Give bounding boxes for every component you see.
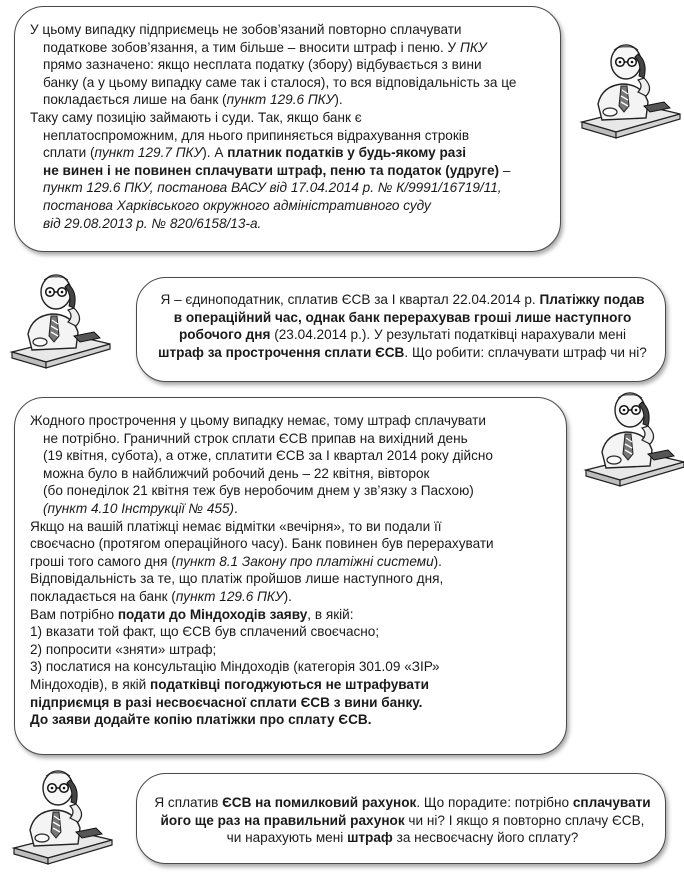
text-line: Міндоходів), в якій податківці погоджуються не штрафувати bbox=[30, 676, 430, 692]
text-line: Таку саму позицію займають і суди. Так, якщо банк є bbox=[30, 109, 362, 125]
text-line: Жодного прострочення у цьому випадку немає, тому штраф сплачувати bbox=[30, 413, 486, 428]
text-line: від 29.08.2013 р. № 820/6158/13-а. bbox=[43, 215, 262, 231]
text-line: підприємця в разі несвоєчасної сплати ЄСВ з вини банку. bbox=[30, 694, 423, 710]
answer-bubble-2 bbox=[14, 397, 567, 755]
text-line: (19 квітня, субота), а отже, сплатити ЄСВ за I квартал 2014 року дійсно bbox=[43, 448, 493, 464]
text-line: неплатоспроможним, для нього припиняється відрахування строків bbox=[43, 127, 470, 143]
text-line: податкове зобов’язання, а тим більше – вносити штраф і пеню. У ПКУ bbox=[43, 39, 487, 55]
text-line: покладається на банк (пункт 129.6 ПКУ). bbox=[30, 588, 292, 604]
text-line: не винен і не повинен сплачувати штраф, пеню та податок (удруге) – bbox=[43, 162, 511, 178]
text-line: Вам потрібно подати до Міндоходів заяву, в якій: bbox=[30, 606, 354, 622]
text-line: До заяви додайте копію платіжки про сплату ЄСВ. bbox=[30, 712, 372, 728]
text-line: Я сплатив ЄСВ на помилковий рахунок. Що порадите: потрібно сплачувати bbox=[154, 795, 651, 810]
text-line: (бо понеділок 21 квітня теж був неробочим днем у зв’язку з Пасхою) bbox=[43, 483, 474, 499]
consultant-avatar-icon bbox=[576, 40, 684, 140]
text-line: чи нарахують мені штраф за несвоєчасну його сплату? bbox=[226, 830, 579, 846]
text-line: сплати (пункт 129.7 ПКУ). А платник податків у будь-якому разі bbox=[43, 145, 467, 161]
list-item: 1) вказати той факт, що ЄСВ був сплачений своєчасно; bbox=[30, 624, 380, 640]
text-line: покладається лише на банк (пункт 129.6 ПКУ). bbox=[43, 92, 343, 108]
question-bubble-2 bbox=[136, 773, 666, 864]
text-line: У цьому випадку підприємець не зобов’язаний повторно сплачувати bbox=[30, 22, 462, 37]
text-line: не потрібно. Граничний строк сплати ЄСВ припав на вихідний день bbox=[43, 430, 468, 446]
text-line: пункт 129.6 ПКУ, постанова ВАСУ від 17.04.2014 р. № К/9991/16719/11, bbox=[43, 180, 502, 196]
consultant-avatar-icon bbox=[580, 388, 684, 488]
text-line: Відповідальність за те, що платіж пройшов лише наступного дня, bbox=[30, 571, 444, 587]
text-line: банку (а у цьому випадку саме так і сталося), то вся відповідальність за це bbox=[43, 74, 517, 90]
text-line: Якщо на вашій платіжці немає відмітки «вечірня», то ви подали її bbox=[30, 518, 442, 534]
text-line: своєчасно (протягом операційного часу). Банк повинен був перерахувати bbox=[30, 536, 494, 552]
list-item: 2) попросити «зняти» штраф; bbox=[30, 641, 217, 657]
text-line: Я – єдиноподатник, сплатив ЄСВ за I квартал 22.04.2014 р. Платіжку подав bbox=[160, 292, 645, 307]
text-line: можна було в найближчий робочий день – 22 квітня, вівторок bbox=[43, 465, 430, 481]
text-line: гроші того самого дня (пункт 8.1 Закону про платіжні системи). bbox=[30, 553, 442, 569]
answer-bubble-1 bbox=[14, 6, 561, 252]
text-line: в операційний час, однак банк перерахував гроші лише наступного bbox=[173, 309, 632, 325]
text-line: прямо зазначено: якщо несплата податку (збору) відбувається з вини bbox=[43, 57, 482, 73]
text-line: штраф за прострочення сплати ЄСВ. Що робити: сплачувати штраф чи ні? bbox=[158, 344, 647, 360]
text-line: (пункт 4.10 Інструкції № 455). bbox=[43, 500, 238, 516]
text-line: постанова Харківського окружного адміністративного суду bbox=[43, 197, 431, 213]
list-item: 3) послатися на консультацію Міндоходів (категорія 301.09 «ЗІР» bbox=[30, 659, 440, 675]
questioner-avatar-icon bbox=[8, 766, 116, 866]
text-line: робочого дня (23.04.2014 р.). У результаті податківці нарахували мені bbox=[178, 327, 627, 343]
question-bubble-1 bbox=[136, 277, 666, 382]
questioner-avatar-icon bbox=[6, 270, 114, 370]
text-line: його ще раз на правильний рахунок чи ні? І якщо я повторно сплачу ЄСВ, bbox=[160, 812, 645, 828]
